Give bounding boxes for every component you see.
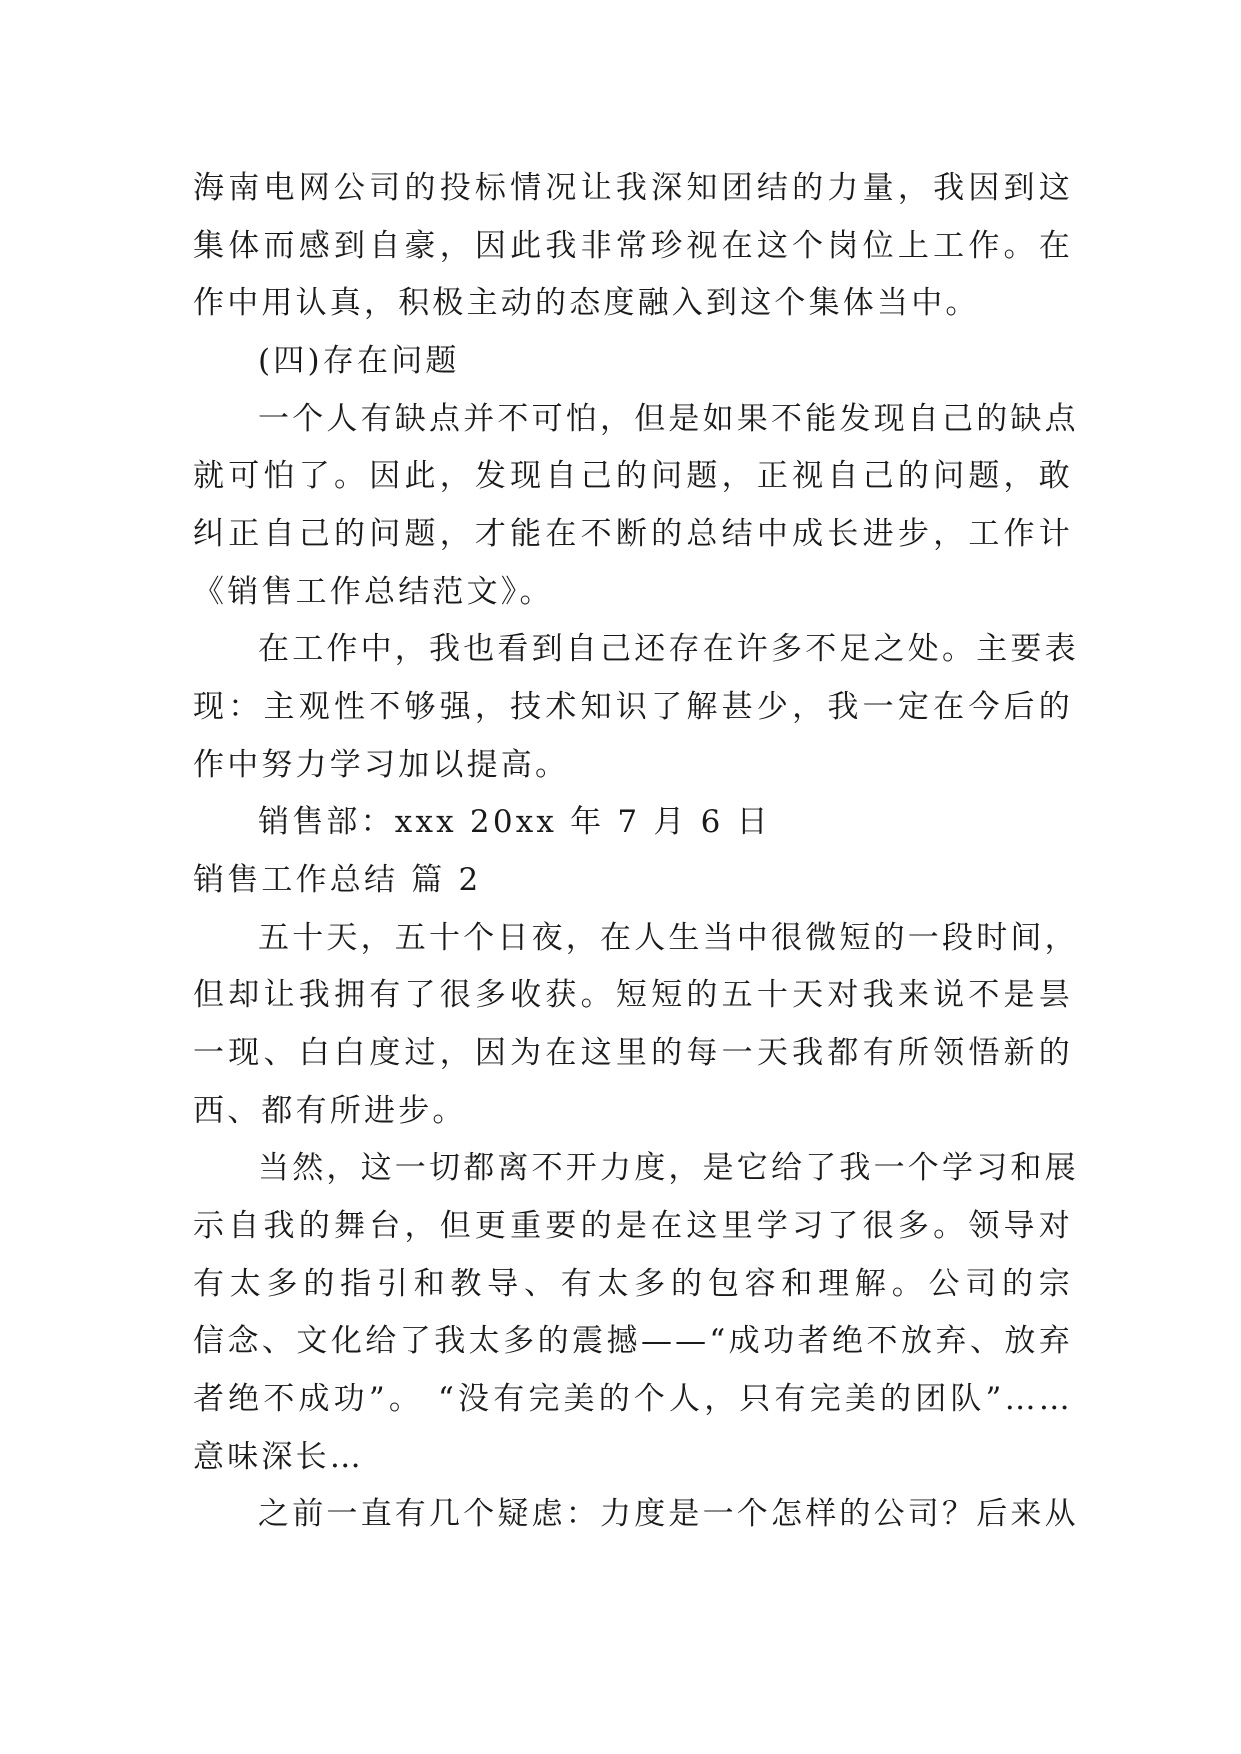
paragraph-line: 五十天，五十个日夜，在人生当中很微短的一段时间， <box>258 920 1079 956</box>
paragraph-line: 现：主观性不够强，技术知识了解甚少，我一定在今后的 <box>193 689 1073 725</box>
paragraph-line: 就可怕了。因此，发现自己的问题，正视自己的问题，敢 <box>193 458 1073 494</box>
paragraph-line: 一个人有缺点并不可怕，但是如果不能发现自己的缺点 <box>258 401 1079 437</box>
paragraph-line: 信念、文化给了我太多的震撼——“成功者绝不放弃、放弃 <box>193 1323 1073 1359</box>
paragraph-line: 一现、白白度过，因为在这里的每一天我都有所领悟新的 <box>193 1035 1073 1071</box>
paragraph-line: 《销售工作总结范文》。 <box>193 574 554 610</box>
paragraph-line: 在工作中，我也看到自己还存在许多不足之处。主要表 <box>258 631 1079 667</box>
paragraph-line: 集体而感到自豪，因此我非常珍视在这个岗位上工作。在 <box>193 228 1073 264</box>
section-heading: (四)存在问题 <box>258 343 460 379</box>
paragraph-line: 作中努力学习加以提高。 <box>193 747 570 783</box>
paragraph-line: 纠正自己的问题，才能在不断的总结中成长进步，工作计 <box>193 516 1073 552</box>
paragraph-line: 海南电网公司的投标情况让我深知团结的力量，我因到这 <box>193 170 1073 206</box>
paragraph-line: 作中用认真，积极主动的态度融入到这个集体当中。 <box>193 285 980 321</box>
paragraph-line: 西、都有所进步。 <box>193 1093 467 1129</box>
paragraph-line: 之前一直有几个疑虑：力度是一个怎样的公司？后来从 <box>258 1496 1079 1532</box>
paragraph-line: 有太多的指引和教导、有太多的包容和理解。公司的宗 <box>193 1266 1073 1302</box>
paragraph-line: 当然，这一切都离不开力度，是它给了我一个学习和展 <box>258 1150 1079 1186</box>
signature-line: 销售部：xxx 20xx 年 7 月 6 日 <box>258 804 771 840</box>
paragraph-line: 意味深长… <box>193 1439 364 1475</box>
paragraph-line: 者绝不成功”。 “没有完美的个人，只有完美的团队”…… <box>193 1381 1073 1417</box>
paragraph-line: 但却让我拥有了很多收获。短短的五十天对我来说不是昙 <box>193 977 1073 1013</box>
paragraph-line: 示自我的舞台，但更重要的是在这里学习了很多。领导对 <box>193 1208 1073 1244</box>
article-heading: 销售工作总结 篇 2 <box>193 862 482 898</box>
